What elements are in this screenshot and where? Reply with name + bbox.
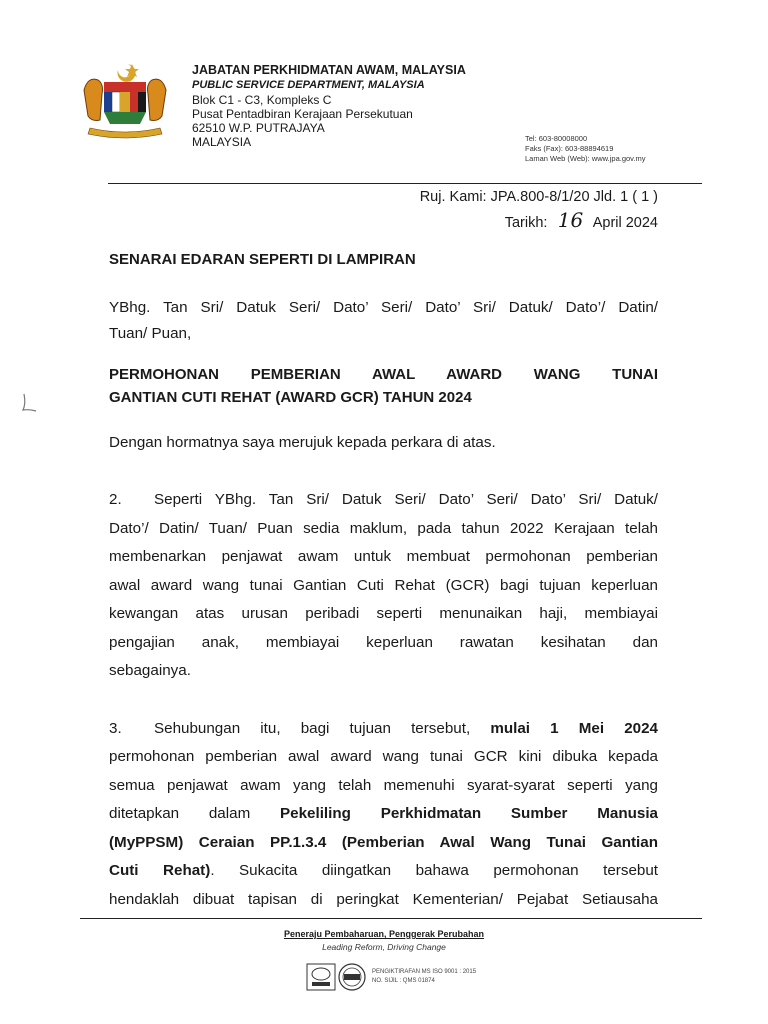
paragraph-line: kewangan atas urusan peribadi seperti menunaikan haji, membiayai (109, 605, 658, 622)
reference-value: JPA.800-8/1/20 Jld. 1 ( 1 ) (490, 189, 658, 205)
paragraph-line: hendaklah dibuat tapisan di peringkat Kementerian/ Pejabat Setiausaha (109, 890, 658, 908)
reference-label: Ruj. Kami: (419, 189, 487, 205)
address-line: Blok C1 - C3, Kompleks C (192, 93, 332, 107)
paragraph-text: Sehubungan itu, bagi tujuan tersebut, (154, 719, 471, 737)
malaysia-coat-of-arms-icon (76, 60, 174, 140)
pen-mark-icon (20, 392, 40, 414)
letter-date (505, 208, 658, 232)
letter-body (109, 246, 658, 914)
reference-number (420, 189, 658, 205)
paragraph-text: Seperti YBhg. Tan Sri/ Datuk Seri/ Dato’ Seri/ Dato’ Sri/ Datuk/ (154, 491, 658, 508)
salutation-line: YBhg. Tan Sri/ Datuk Seri/ Dato’ Seri/ Dato’ Sri/ Datuk/ Dato’/ Datin/ (109, 298, 658, 316)
paragraph-text: ditetapkan dalam (109, 805, 251, 822)
paragraph-line: Dato’/ Datin/ Tuan/ Puan sedia maklum, pada tahun 2022 Kerajaan telah (109, 519, 658, 537)
address-line: 62510 W.P. PUTRAJAYA (192, 121, 325, 135)
date-label: Tarikh: (504, 215, 548, 231)
date-month-year: April 2024 (592, 215, 658, 231)
greeting: Dengan hormatnya saya merujuk kepada perkara di atas. (109, 433, 496, 451)
circular-reference: Cuti Rehat) (109, 862, 211, 879)
paragraph-number: 3. (109, 719, 122, 737)
address-line: MALAYSIA (192, 135, 252, 149)
certification-logos-icon (306, 962, 368, 992)
paragraph-line (109, 857, 658, 886)
paragraph-line: permohonan pemberian awal award wang tunai GCR kini dibuka kepada (109, 748, 658, 765)
header-divider (108, 183, 702, 184)
date-day-handwritten: 16 (557, 208, 584, 232)
footer-divider (80, 918, 702, 919)
footer-slogan-malay: Peneraju Pembaharuan, Penggerak Perubahan (283, 929, 485, 939)
subject-line: PERMOHONAN PEMBERIAN AWAL AWARD WANG TUNAI (109, 365, 658, 383)
paragraph-line (109, 486, 658, 515)
certification-number: NO. SIJIL : QMS 01874 (372, 978, 435, 984)
paragraph-2 (109, 486, 658, 686)
paragraph-number: 2. (109, 491, 122, 508)
contact-fax: Faks (Fax): 603-88894619 (525, 144, 614, 153)
subject-line: GANTIAN CUTI REHAT (AWARD GCR) TAHUN 2024 (109, 388, 472, 406)
certification-text: PENGIKTIRAFAN MS ISO 9001 : 2015 (372, 969, 477, 975)
salutation-line: Tuan/ Puan, (109, 324, 192, 342)
paragraph-line: membenarkan penjawat awam untuk membuat permohonan pemberian (109, 548, 658, 565)
circular-reference: (MyPPSM) Ceraian PP.1.3.4 (Pemberian Awal Wang Tunai Gantian (109, 833, 658, 851)
contact-phone: Tel: 603-80008000 (525, 134, 588, 143)
paragraph-line: sebagainya. (109, 662, 191, 679)
footer-slogan-english: Leading Reform, Driving Change (322, 942, 446, 952)
effective-date: mulai 1 Mei 2024 (490, 719, 658, 737)
org-name-malay: JABATAN PERKHIDMATAN AWAM, MALAYSIA (192, 63, 466, 77)
paragraph-line: semua penjawat awam yang telah memenuhi syarat-syarat seperti yang (109, 776, 658, 794)
paragraph-line: awal award wang tunai Gantian Cuti Rehat (GCR) bagi tujuan keperluan (109, 576, 658, 594)
circular-reference: Pekeliling Perkhidmatan Sumber Manusia (280, 805, 658, 822)
salutation (109, 295, 658, 347)
paragraph-3 (109, 715, 658, 915)
address-line: Pusat Pentadbiran Kerajaan Persekutuan (192, 107, 413, 121)
contact-website: Laman Web (Web): www.jpa.gov.my (525, 154, 646, 163)
org-name-english: PUBLIC SERVICE DEPARTMENT, MALAYSIA (192, 79, 425, 91)
distribution-heading: SENARAI EDARAN SEPERTI DI LAMPIRAN (109, 251, 416, 268)
paragraph-line (109, 800, 658, 829)
paragraph-text: . Sukacita diingatkan bahawa permohonan tersebut (210, 862, 659, 879)
subject-heading (109, 363, 658, 409)
paragraph-line (109, 715, 658, 744)
paragraph-line: pengajian anak, membiayai keperluan rawatan kesihatan dan (109, 633, 658, 651)
paragraph-line (109, 829, 658, 858)
